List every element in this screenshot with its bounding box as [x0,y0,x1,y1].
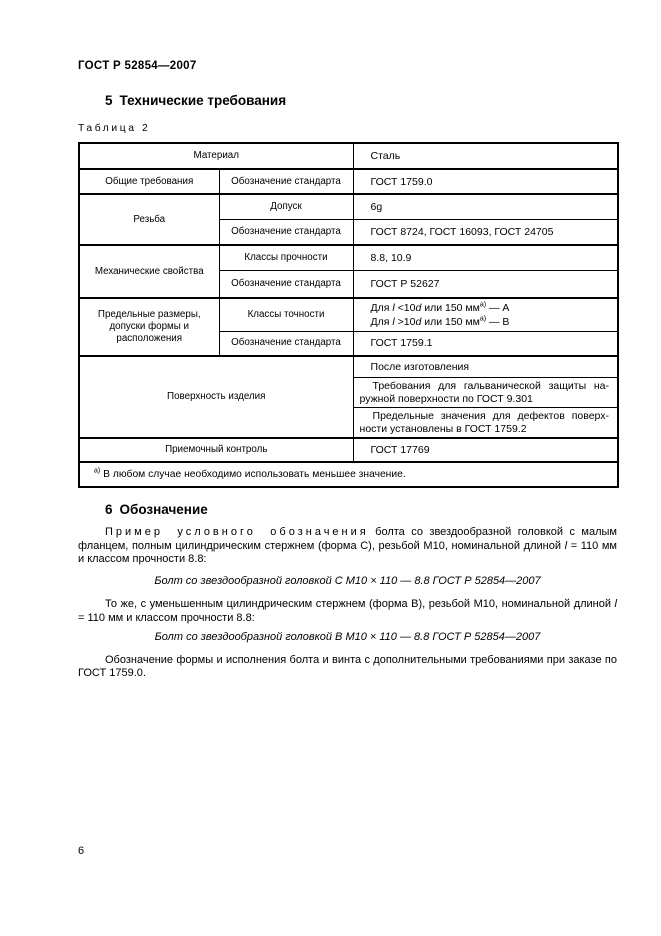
cell-surface-label: Поверхность изделия [79,356,353,439]
cell-surface-row2: Требования для гальванической защиты наружной поверхности по ГОСТ 9.301 [353,378,618,408]
cell-thread-tolerance-label: Допуск [219,194,353,219]
cell-limits-std-label: Обозначение стандарта [219,332,353,356]
table-row-acceptance [79,438,618,462]
table-caption: Таблица 2 [78,123,151,134]
cell-mechanical-classes-label: Классы прочности [219,245,353,270]
section6-paragraph-2: То же, с уменьшенным цилиндрическим стержнем (форма В), резьбой М10, номинальной длиной l = 110 мм и классом прочности 8.8: [78,598,617,624]
cell-mechanical-std-label: Обозначение стандарта [219,270,353,298]
section6-paragraph-3: Обозначение формы и исполнения болта и винта с дополнительными требованиями при заказе по ГОСТ 1759.0. [78,653,617,679]
cell-surface-row1: После изготовления [353,356,618,378]
cell-material-value: Сталь [353,143,618,169]
table-row-thread-tolerance [79,194,618,219]
table-row-general [79,169,618,194]
section6-number: 6 [105,502,113,517]
cell-limits-std-value: ГОСТ 1759.1 [353,332,618,356]
cell-thread-label: Резьба [79,194,219,245]
section6-title-text: Обозначение [119,502,208,517]
page-number: 6 [78,845,85,857]
cell-mechanical-classes-value: 8.8, 10.9 [353,245,618,270]
cell-thread-std-value: ГОСТ 8724, ГОСТ 16093, ГОСТ 24705 [353,219,618,245]
cell-mechanical-label: Механические свойства [79,245,219,298]
cell-general-label: Общие требования [79,169,219,194]
cell-general-std-value: ГОСТ 1759.0 [353,169,618,194]
table-row-footnote [79,462,618,487]
cell-thread-tolerance-value: 6g [353,194,618,219]
cell-limits-accuracy-value: Для l <10d или 150 $мм^{а)}$ — А Для l >10d или 150 $мм^{а)}$ — В [353,298,618,332]
designation-example-2: Болт со звездообразной головкой В М10 × 110 — 8.8 ГОСТ Р 52854—2007 [154,631,541,643]
section6-title [105,502,617,518]
cell-acceptance-label: Приемочный контроль [79,438,353,462]
cell-limits-accuracy-label: Классы точности [219,298,353,332]
section5-title [105,93,617,109]
table-row-surface-1 [79,356,618,378]
table-row-limits-accuracy [79,298,618,332]
table-row-mechanical-classes [79,245,618,270]
section5-title-text: Технические требования [119,93,287,108]
table-row-material [79,143,618,169]
cell-mechanical-std-value: ГОСТ Р 52627 [353,270,618,298]
cell-limits-label: Предельные размеры, допуски формы и расположения [79,298,219,356]
cell-acceptance-value: ГОСТ 17769 [353,438,618,462]
cell-material-label: Материал [79,143,353,169]
designation-example-1: Болт со звездообразной головкой С М10 × 110 — 8.8 ГОСТ Р 52854—2007 [154,574,541,587]
doc-code: ГОСТ Р 52854—2007 [78,60,197,72]
cell-thread-std-label: Обозначение стандарта [219,219,353,245]
requirements-table [78,142,619,488]
section5-number: 5 [105,93,113,108]
page-content [78,0,617,681]
table-footnote: $^{а)}$ В любом случае необходимо использовать меньшее значение. [79,462,618,487]
cell-general-std-label: Обозначение стандарта [219,169,353,194]
cell-surface-row3: Предельные значения для дефектов поверхности установлены в ГОСТ 1759.2 [353,408,618,439]
section6-paragraph-1: Пример условного обозначения болта со звездообразной головкой с малым фланцем, полным цилиндрическим стержнем (форма С), резьбой М10, номинальной длиной l = 110 мм и классом прочности 8.8: [78,526,617,565]
